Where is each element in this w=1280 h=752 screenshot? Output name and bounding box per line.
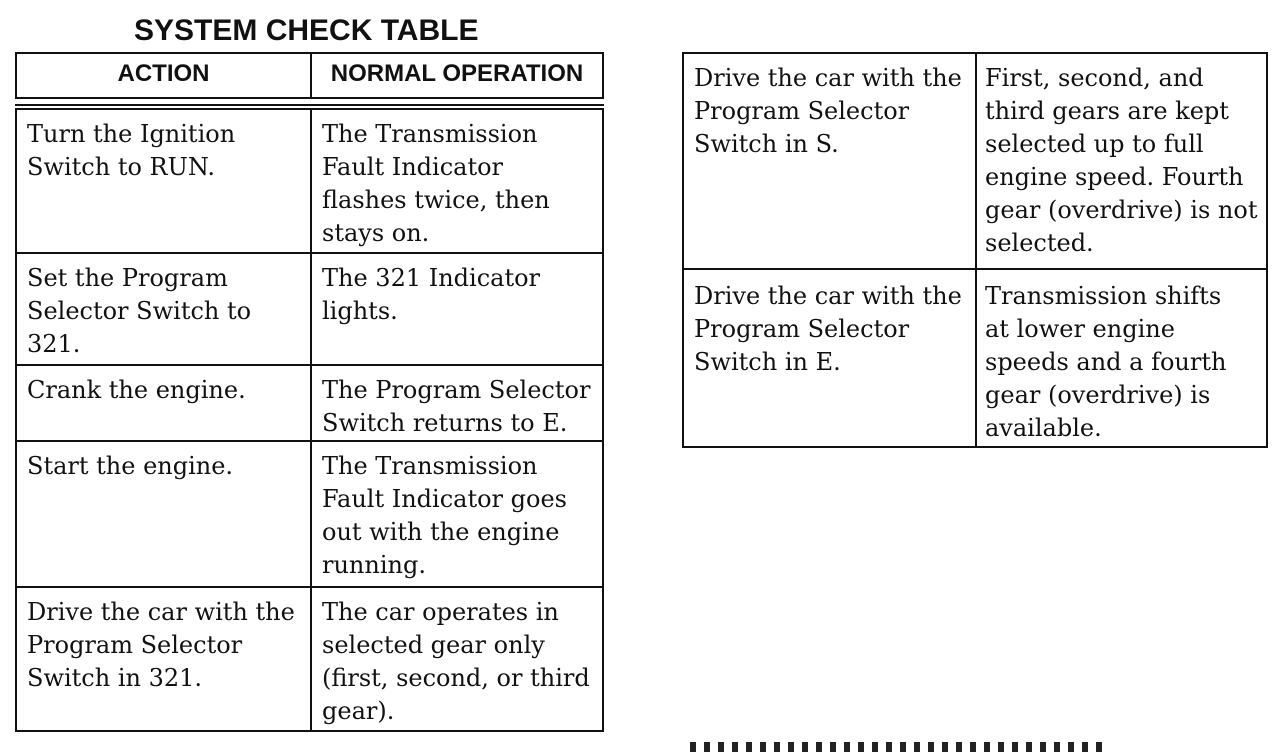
page-title: SYSTEM CHECK TABLE <box>134 14 479 47</box>
table-cell-action: Turn the Ignition Switch to RUN. <box>15 108 312 254</box>
table-cell-normal: The Transmission Fault Indicator flashes twice, then stays on. <box>310 108 604 254</box>
table-cell-normal: The Transmission Fault Indicator goes out with the engine running. <box>310 440 604 588</box>
header-action: ACTION <box>15 52 312 99</box>
table-cell-normal: The Program Selector Switch returns to E. <box>310 364 604 442</box>
cut-off-text-fragment <box>690 742 1110 752</box>
table-cell-action: Start the engine. <box>15 440 312 588</box>
table-cell-normal: First, second, and third gears are kept selected up to full engine speed. Fourth gear (overdrive) is not selected. <box>975 52 1268 270</box>
table-cell-normal: The car operates in selected gear only (first, second, or third gear). <box>310 586 604 732</box>
table-cell-action: Set the Program Selector Switch to 321. <box>15 252 312 366</box>
table-cell-action: Drive the car with the Program Selector Switch in E. <box>682 268 977 448</box>
table-cell-action: Drive the car with the Program Selector Switch in S. <box>682 52 977 270</box>
header-normal-operation: NORMAL OPERATION <box>310 52 604 99</box>
table-cell-action: Drive the car with the Program Selector Switch in 321. <box>15 586 312 732</box>
header-double-rule <box>15 104 604 106</box>
table-cell-normal: Transmission shifts at lower engine speeds and a fourth gear (overdrive) is available. <box>975 268 1268 448</box>
table-cell-normal: The 321 Indicator lights. <box>310 252 604 366</box>
table-cell-action: Crank the engine. <box>15 364 312 442</box>
